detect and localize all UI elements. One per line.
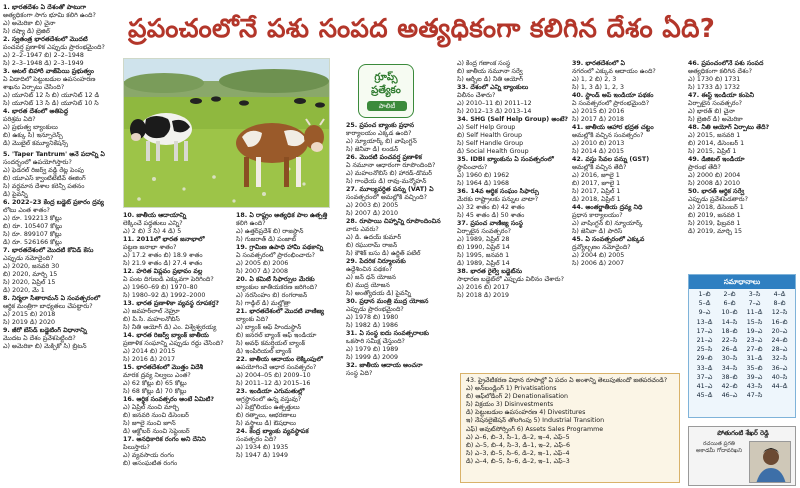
text-line: బి) 2014, డిసెంబర్ 1 xyxy=(688,140,745,147)
text-line: ఎ) జన్ ధన్ యోజన xyxy=(346,274,396,281)
text-line: ఎ) 32 శాతం బి) 42 శాతం xyxy=(457,204,525,211)
match-line: బి) ఆఫ్‌లోడింగ్ 2) Denationalisation xyxy=(466,393,568,401)
text-line: బి) 1990, ఏప్రిల్ 14 xyxy=(457,244,510,251)
answer-cell: 31–డి xyxy=(746,355,763,363)
text-line: సి) అంత్యోదయ డి) పైవన్నీ xyxy=(346,290,412,297)
text-line: 21. భారతదేశంలో మొదటి వాణిజ్య xyxy=(236,308,325,315)
text-line: సి) 1947 డి) 1949 xyxy=(236,452,289,459)
text-line: 35. IDBI బ్యాంకును ఏ సంవత్సరంలో xyxy=(457,156,554,163)
text-line: సంవత్సరంలో అమల్లోకి వచ్చింది? xyxy=(346,194,427,201)
text-line: ఎ) అమెరికా బి) చైనా xyxy=(3,20,56,27)
answer-cell: 28–ఎ xyxy=(771,346,788,354)
text-line: సి) 2019 డి) 2020 xyxy=(3,319,56,326)
text-line: ఎ) మహలనోబిస్ బి) హారడ్-డొమర్ xyxy=(346,170,432,177)
text-line: ఎ) 2015 బి) 2016 xyxy=(572,108,625,115)
text-line: బి) 2020, మార్చి 15 xyxy=(3,271,58,278)
text-line: బి) Self Health Group xyxy=(457,132,523,139)
text-line: డి) Social Health Group xyxy=(457,148,529,155)
text-line: 31. ఏ సంస్థ ఐదు సంవత్సరాలకు xyxy=(346,330,429,337)
text-line: 50. భారత్ ఆర్థిక సర్వే xyxy=(688,188,745,195)
badge-subject: పాలిటీ xyxy=(367,101,407,111)
match-line: ఎఫ్) అవుట్‌సోర్సింగ్ 6) Assets Sales Programme xyxy=(466,425,604,433)
text-line: సి) 2007 డి) 2010 xyxy=(346,210,399,217)
text-line: ఎ) 2003 బి) 2005 xyxy=(346,202,399,209)
text-line: ఎ) 2016, జూలై 1 xyxy=(572,172,620,179)
question-column-7 xyxy=(688,60,796,272)
text-line: 28. రూపాయి చిహ్నాన్ని రూపొందించిన xyxy=(346,218,441,225)
text-line: బి) అసంఘటిత రంగం xyxy=(123,460,178,467)
text-line: సంస్థ ఏది? xyxy=(346,370,373,377)
text-line: బి) 2017, జూలై 1 xyxy=(572,180,621,187)
answer-cell: 4–డి xyxy=(773,291,786,298)
text-line: బి) రఘురామ్ రాజన్ xyxy=(346,242,398,249)
text-line: సి) 2018 డి) 2019 xyxy=(457,292,510,299)
text-line: డి) 2018, ఏప్రిల్ 1 xyxy=(572,196,621,203)
text-line: ఏ ఏడాదిలో పెట్టుబడుల ఉపసంహరణ xyxy=(3,76,96,83)
author-box xyxy=(688,426,796,486)
text-line: ఎ) ఏప్రిల్ నుంచి మార్చి xyxy=(123,404,179,411)
text-line: ఎ) భారత్ బి) చైనా xyxy=(688,108,735,115)
text-line: సి) 21.9 శాతం డి) 27.4 శాతం xyxy=(123,260,203,267)
text-line: 5. 'Taper Tantrum' అనే పదాన్ని ఏ xyxy=(3,151,105,158)
text-line: ఎ) 2018, డిసెంబర్ 1 xyxy=(688,204,744,211)
text-line: 44. అంతర్జాతీయ ద్రవ్య నిధి xyxy=(572,204,643,211)
text-line: ఎ) 2016 బి) 2017 xyxy=(457,284,510,291)
text-line: 30. ప్రధాన మంత్రి ముద్ర యోజన xyxy=(346,298,429,305)
text-line: డి) 2019, మార్చి 15 xyxy=(688,228,743,235)
cattle-photo xyxy=(123,58,330,208)
groups-special-badge xyxy=(358,64,414,118)
text-line: బ్యాంకుల జాతీయకరణ జరిగింది? xyxy=(236,284,318,291)
badge-line-2: ప్రత్యేకం xyxy=(371,85,401,96)
text-line: 11. 2011లో భారత జనాభాలో xyxy=(123,236,205,243)
author-photo xyxy=(749,441,791,483)
text-line: డి) అక్టోబర్ నుంచి సెప్టెంబర్ xyxy=(123,428,190,435)
answer-cell: 30–సి xyxy=(721,355,738,363)
text-line: ఏ సంవత్సరంలో ప్రారంభించారు? xyxy=(236,252,315,259)
text-line: ఎ) 2004 బి) 2005 xyxy=(572,252,625,259)
text-line: సి) 1995, జనవరి 1 xyxy=(457,252,510,259)
text-line: 17. అనధికారిక రంగం అని దేనిని xyxy=(123,436,206,443)
text-line: ఎ) వాషింగ్టన్ బి) న్యూయార్క్ xyxy=(572,220,643,227)
answer-cell: 33–డి xyxy=(696,364,713,372)
text-line: 20. ఏ కమిటీ సిఫార్సుల మేరకు xyxy=(236,276,315,283)
answer-cell: 20–ఎ xyxy=(771,327,788,335)
text-line: ఎ) 2004–05 బి) 2009–10 xyxy=(236,372,311,379)
text-line: ఎ) వ్యవసాయ రంగం xyxy=(123,452,175,459)
text-line: బి) ఉక్కు సి) ఇన్సూరెన్స్ xyxy=(3,132,63,139)
answer-cell: 22–సి xyxy=(721,337,738,345)
match-line: డి) ఎ–4, బి–5, సి–6, డి–2, ఇ–1, ఎఫ్–3 xyxy=(466,457,570,465)
text-line: 19. గ్రామీణ ఉపాధి హామీ పథకాన్ని xyxy=(236,244,324,251)
answer-cell xyxy=(767,392,792,400)
text-line: 3. అటల్ బిహారీ వాజ్‌పేయి ప్రభుత్వం xyxy=(3,68,94,75)
text-line: 6. 2022–23 కేంద్ర బడ్జెట్ ప్రకారం ద్రవ్య xyxy=(3,199,104,206)
text-line: ఎప్పుడు నమోదైంది? xyxy=(3,255,54,262)
text-line: సి) బ్రెజిల్ డి) అమెరికా xyxy=(688,116,743,123)
text-line: సి) 2011–12 డి) 2015–16 xyxy=(236,380,311,387)
answer-key-box xyxy=(688,274,796,418)
answer-cell: 45–డి xyxy=(696,392,713,400)
text-line: ఎ) 2–2–1947 బి) 2–2–1948 xyxy=(3,52,84,59)
text-line: పంచవర్ష ప్రణాళిక ఎప్పుడు ప్రారంభమైంది? xyxy=(3,44,105,51)
text-line: ఎ) 2020, జనవరి 30 xyxy=(3,263,60,270)
author-role: రచయిత ప్రగతి అకాడమీ గోదావరిఖని xyxy=(696,441,742,454)
text-line: కలిగి ఉంది? xyxy=(236,220,266,227)
text-line: సాధారణ బడ్జెట్‌లో ఎప్పుడు విలీనం చేశారు? xyxy=(457,276,564,283)
text-line: డి) 1989, ఏప్రిల్ 14 xyxy=(457,260,510,267)
text-line: సి) Self Handle Group xyxy=(457,140,524,147)
text-line: 14. భారత రిజర్వ్ బ్యాంక్ జాతీయ xyxy=(123,332,209,339)
text-line: 22. జాతీయ ఆదాయం లెక్కింపులో xyxy=(236,356,323,363)
text-line: 12. హరిత విప్లవం ప్రభావం వల్ల xyxy=(123,268,203,275)
text-line: ఎ) 2015, జనవరి 1 xyxy=(688,132,741,139)
text-line: ఎ) న్యూయార్క్ బి) వాషింగ్టన్ xyxy=(346,138,417,145)
text-line: 26. మొదటి పంచవర్ష ప్రణాళిక xyxy=(346,154,422,161)
answer-cell: 5–డి xyxy=(698,300,711,308)
text-line: ద్రవ్యోల్బణం నమోదైంది? xyxy=(572,244,631,251)
answer-key-grid xyxy=(689,289,795,402)
text-line: ఎ) 2000 బి) 2004 xyxy=(688,172,741,179)
text-line: సి) 2006 డి) 2007 xyxy=(572,260,625,267)
text-line: 13. భారత ప్రణాళికా వ్యవస్థ రూపకర్త? xyxy=(123,300,219,307)
text-line: ఎ) 17.2 శాతం బి) 18.9 శాతం xyxy=(123,252,203,259)
text-line: అత్యధికంగా కలిగిన దేశం? xyxy=(688,68,752,75)
text-line: మేరకు రాష్ట్రాలకు పన్నుల వాటా? xyxy=(457,196,539,203)
text-line: ప్రారంభ తేదీ? xyxy=(688,164,721,171)
text-line: 2. స్వతంత్ర భారతదేశంలో మొదటి xyxy=(3,36,88,43)
text-line: బి) జనరల్ బ్యాంక్ ఆఫ్ ఇండియా xyxy=(236,332,317,339)
text-line: అమల్లోకి వచ్చిన తేదీ? xyxy=(572,164,627,171)
answer-cell: 1–బి xyxy=(698,291,711,298)
text-line: ఎ) డి. ఉదయ్ కుమార్ xyxy=(346,234,402,241)
answer-cell: 40–సి xyxy=(771,373,788,381)
text-line: సి) రూ. 899107 కోట్లు xyxy=(3,231,62,238)
question-column-5 xyxy=(457,60,569,370)
text-line: సి) రష్యా డి) బ్రెజిల్ xyxy=(3,28,50,35)
text-line: 46. ప్రపంచంలోనే పశు సంపద xyxy=(688,60,764,67)
match-line: ఎ) ఎ–6, బి–3, సి–1, డి–2, ఇ–4, ఎఫ్–5 xyxy=(466,433,570,441)
text-line: 27. మూల్యవర్ధిత పన్ను (VAT) ఏ xyxy=(346,186,434,193)
answer-cell: 12–సి xyxy=(771,309,788,317)
text-line: 23. ఇండియా ఎగుమతుల్లో xyxy=(236,388,305,395)
text-line: సి) అవధ్ కమర్షియల్ బ్యాంక్ xyxy=(236,340,306,347)
text-line: డి) 2020, మే 1 xyxy=(3,287,45,294)
text-line: సి) 1, 3 డి) 1, 2, 3 xyxy=(572,84,625,91)
text-line: కార్యాలయం ఎక్కడ ఉంది? xyxy=(346,130,412,137)
text-line: 34. SHG (Self Help Group) అంటే? xyxy=(457,116,569,123)
text-line: ఎ) 1730 బి) 1731 xyxy=(688,76,741,83)
question-column-6 xyxy=(572,60,684,370)
text-line: 1. భారతదేశం ఏ దేశంతో పాటుగా xyxy=(3,4,87,11)
text-line: 7. భారతదేశంలో మొదటి కోవిడ్ కేసు xyxy=(3,247,94,254)
text-line: 4. భారత దేశంలో అతిపెద్ద xyxy=(3,108,69,115)
answer-cell: 38–బి xyxy=(721,373,738,381)
text-line: 42. వస్తు సేవల పన్ను (GST) xyxy=(572,156,650,163)
text-line: మారక ద్రవ్య నిల్వలు ఎంత? xyxy=(123,372,191,379)
text-line: 25. ప్రపంచ బ్యాంకు ప్రధాన xyxy=(346,122,415,129)
text-line: సి) 2014 డి) 2015 xyxy=(572,148,625,155)
question-column-3 xyxy=(236,212,344,486)
text-line: ఎ) బ్యాంక్ ఆఫ్ హిందుస్థాన్ xyxy=(236,324,302,331)
text-line: సి) 2019, ఫిబ్రవరి 1 xyxy=(688,220,741,227)
answer-cell: 8–బి xyxy=(773,300,786,308)
text-line: ఎ) 1960 బి) 1962 xyxy=(457,172,510,179)
answer-cell: 21–ఎ xyxy=(696,337,713,345)
text-line: డి) రూ. 526166 కోట్లు xyxy=(3,239,62,246)
text-line: ఉద్దేశించిన పథకం? xyxy=(346,266,393,273)
text-line: పరిశ్రమ ఏది? xyxy=(3,116,36,123)
text-line: సి) గాంధేయ డి) రావు-మన్మోహన్ xyxy=(346,178,427,185)
text-line: బి) 2019, జనవరి 1 xyxy=(688,212,741,219)
text-line: సి) ఆర్బీఐ డి) నీతి ఆయోగ్ xyxy=(457,76,523,83)
text-line: 48. నీతి ఆయోగ్ ఏర్పాటు తేదీ? xyxy=(688,124,770,131)
answer-cell: 42–బి xyxy=(721,383,738,391)
text-line: ఎ) 2010 బి) 2013 xyxy=(572,140,625,147)
text-line: సి) వర్ధమాన దేశాల కరెన్సీ పతనం xyxy=(3,183,85,190)
text-line: సి) గాడ్గిల్ డి) మల్హోత్రా xyxy=(236,300,291,307)
text-line: సి) కౌశిక్ బసు డి) ఉర్జిత్ పటేల్ xyxy=(346,250,421,257)
answer-cell: 35–బి xyxy=(746,364,763,372)
text-line: అత్యధికంగా సాగు భూమి కలిగి ఉంది? xyxy=(3,12,96,19)
question-column-1 xyxy=(3,4,121,486)
text-line: డి) ఇంపీరియల్ బ్యాంక్ xyxy=(236,348,292,355)
answer-cell: 24–బి xyxy=(771,337,788,345)
text-line: ఎ) 1960–69 బి) 1970–80 xyxy=(123,284,198,291)
text-line: సి) జెనీవా డి) పారిస్ xyxy=(572,228,623,235)
answer-cell: 15–సి xyxy=(746,318,763,326)
text-line: బి) రూ. 105407 కోట్లు xyxy=(3,223,63,230)
text-line: ఎ) కేంద్ర గణాంక సంస్థ xyxy=(457,60,511,67)
answer-cell: 41–ఎ xyxy=(696,383,713,391)
text-line: సి) వస్త్రాలు డి) ఔషధాలు xyxy=(236,420,296,427)
text-line: సి) నీతి ఆయోగ్ డి) ఎం. విశ్వేశ్వరయ్య xyxy=(123,324,217,331)
text-line: సి) 2–3–1948 డి) 2–3–1949 xyxy=(3,60,84,67)
match-line: సి) విక్రయం 3) Disinvestments xyxy=(466,401,554,409)
text-line: సి) 1733 డి) 1732 xyxy=(688,84,741,91)
text-line: సి) 45 శాతం డి) 50 శాతం xyxy=(457,212,525,219)
text-line: సందర్భంలో ఉపయోగిస్తారు? xyxy=(3,159,72,166)
text-line: 16. ఆర్థిక సంవత్సరం అంటే ఏమిటి? xyxy=(123,396,215,403)
text-line: డి) మొబైల్ కమ్యూనికేషన్స్ xyxy=(3,140,69,147)
text-line: 45. ఏ సంవత్సరంలో ఎక్కువ xyxy=(572,236,645,243)
text-line: సి) 1982 డి) 1986 xyxy=(346,322,399,329)
text-line: సి) జూలై నుంచి జూన్ xyxy=(123,420,176,427)
text-line: అగ్రస్థానంలో ఉన్న వస్తువు? xyxy=(236,396,302,403)
text-line: ప్రధాన కార్యాలయం? xyxy=(572,212,623,219)
text-line: వారు ఎవరు? xyxy=(346,226,379,233)
text-line: సంవత్సరం ఏది? xyxy=(236,436,277,443)
text-line: బ్యాంకు ఏది? xyxy=(236,316,269,323)
text-line: బి) జనవరి నుంచి డిసెంబర్ xyxy=(123,412,189,419)
text-line: నగరంలో ఎక్కువ ఆదాయం ఉంది? xyxy=(572,68,656,75)
text-line: ఎ) 1934 బి) 1935 xyxy=(236,444,289,451)
text-line: సి) 2008 డి) 2010 xyxy=(688,180,741,187)
match-line: 43. ప్రైవేటీకరణ విధాన రూపాల్లో ఏ పదం ఏ అంశాన్ని తెలుపుతుందో జతపరచండి? xyxy=(466,377,668,384)
text-line: ఎ) 2015 బి) 2018 xyxy=(3,311,56,318)
text-line: ఎ) 1989, ఏప్రిల్ 28 xyxy=(457,236,510,243)
answer-cell: 29–బి xyxy=(696,355,713,363)
answer-cell: 39–ఎ xyxy=(746,373,763,381)
text-line: సి) 1964 డి) 1968 xyxy=(457,180,510,187)
text-line: 8. నిర్మలా సీతారామన్ ఏ సంవత్సరంలో xyxy=(3,295,101,302)
text-line: ప్రణాళిక సంఘాన్ని ఎప్పుడు రద్దు చేసింది? xyxy=(123,340,224,347)
text-line: ఎ) 2005 బి) 2006 xyxy=(236,260,289,267)
match-line: ఎ) అన్‌బండ్లింగ్ 1) Privatisations xyxy=(466,385,557,393)
text-line: ఏర్పాటైన సంవత్సరం? xyxy=(457,228,512,235)
text-line: సి) 2017 డి) 2018 xyxy=(572,116,625,123)
text-line: మొదట ఏ దేశం ప్రవేశపెట్టింది? xyxy=(3,335,76,342)
answer-cell: 11–డి xyxy=(746,309,763,317)
text-line: 47. ఈస్ట్ ఇండియా కంపెనీ xyxy=(688,92,755,99)
text-line: సి) 2020, ఏప్రిల్ 15 xyxy=(3,279,56,286)
text-line: ఎ) 2010–11 బి) 2011–12 xyxy=(457,100,532,107)
text-line: ఎ) ఉత్తర్‌ప్రదేశ్ బి) రాజస్థాన్ xyxy=(236,228,304,235)
answer-cell: 17–ఎ xyxy=(696,327,713,335)
text-line: 15. భారతదేశంలో మొత్తం విదేశీ xyxy=(123,364,204,371)
text-line: సి) 2017, ఏప్రిల్ 1 xyxy=(572,188,621,195)
text-line: డి) పైవన్నీ xyxy=(3,191,28,198)
text-line: సి) యూనిట్ 13 సి డి) యూనిట్ 10 సి xyxy=(3,100,99,107)
answer-cell: 46–ఎ xyxy=(721,392,738,400)
answer-cell: 6–బి xyxy=(723,300,736,308)
text-line: ఎ) అమెరికా బి) మెక్సికో సి) బ్రిటన్ xyxy=(3,343,87,350)
answer-cell: 32–సి xyxy=(771,355,788,363)
text-line: స్థాపించారు? xyxy=(457,164,488,171)
answer-cell: 3–సి xyxy=(748,291,761,298)
text-line: 9. జీరో బేస్‌డ్ బడ్జెటింగ్ విధానాన్ని xyxy=(3,327,87,334)
answer-cell: 44–డి xyxy=(771,383,788,391)
answer-cell: 26–డి xyxy=(721,346,738,354)
match-line: సి) ఎ–3, బి–5, సి–6, డి–2, ఇ–1, ఎఫ్–4 xyxy=(466,449,570,457)
text-line: 36. 14వ ఆర్థిక సంఘం సిఫార్సు xyxy=(457,188,539,195)
text-line: 18. ఏ రాష్ట్రం అత్యధిక పాల ఉత్పత్తి xyxy=(236,212,328,219)
answer-cell: 34–సి xyxy=(721,364,738,372)
text-line: 39. భారతదేశంలో ఏ xyxy=(572,60,625,67)
text-line: ఎ) ప్రభుత్వ బ్యాంకులు xyxy=(3,124,58,131)
text-line: సి) 1999 డి) 2009 xyxy=(346,354,399,361)
question-column-2 xyxy=(123,212,233,486)
text-line: ఏ సంవత్సరంలో ప్రారంభమైంది? xyxy=(572,100,650,107)
text-line: బి) రత్నాలు, ఆభరణాలు xyxy=(236,412,297,419)
text-line: ఎ) ఫెడరల్ రిజర్వ్ వడ్డీ రేట్ల పెంపు xyxy=(3,167,84,174)
text-line: ఎ) 2014 బి) 2015 xyxy=(123,348,176,355)
text-line: 41. జాతీయ ఆహార భద్రత చట్టం xyxy=(572,124,654,131)
answer-cell: 10–బి xyxy=(721,309,738,317)
answer-cell: 16–బి xyxy=(771,318,788,326)
badge-line-1: గ్రూప్స్ xyxy=(374,72,398,83)
text-line: ఏ పంట దిగుబడి ఎక్కువగా పెరిగింది? xyxy=(123,276,214,283)
text-line: సి) 2016 డి) 2017 xyxy=(123,356,176,363)
text-line: సి) 68 కోట్లు డి) 70 కోట్లు xyxy=(123,388,187,395)
text-line: ఆర్థిక మంత్రిగా బాధ్యతలు చేపట్టారు? xyxy=(3,303,93,310)
answer-cell: 9–ఎ xyxy=(698,309,711,317)
text-line: బి) జాతీయ నమూనా సర్వే xyxy=(457,68,523,75)
question-column-4 xyxy=(346,122,454,486)
text-line: ఎ) పెట్రోలియం ఉత్పత్తులు xyxy=(236,404,300,411)
text-line: సి) జెనీవా డి) లండన్ xyxy=(346,146,399,153)
text-line: ఏర్పాటైన సంవత్సరం? xyxy=(688,100,743,107)
text-line: 38. భారత రైల్వే బడ్జెట్‌ను xyxy=(457,268,523,275)
text-line: ఎ) 2 బి) 3 సి) 4 డి) 5 xyxy=(123,228,182,235)
answer-cell: 23–ఎ xyxy=(746,337,763,345)
match-line: బి) ఎ–5, బి–4, సి–3, డి–1, ఇ–2, ఎఫ్–6 xyxy=(466,441,570,449)
answer-cell: 14–సి xyxy=(721,318,738,326)
answer-key-title: సమాధానాలు xyxy=(689,275,795,289)
text-line: లోటు ఎంత శాతం? xyxy=(3,207,50,214)
text-line: 40. స్టాండ్ అప్ ఇండియా పథకం xyxy=(572,92,654,99)
text-line: బి) యూఎస్ క్వాంటిటేటివ్ ఈజింగ్ xyxy=(3,175,86,182)
answer-cell: 36–ఎ xyxy=(771,364,788,372)
match-line: ఇ) నేషనలైజేషన్ తొలగింపు 5) Industrial Transition xyxy=(466,417,605,425)
text-line: ఎప్పుడు ప్రవేశపెడతారు? xyxy=(688,196,748,203)
text-line: ఎ) నరసింహం బి) రంగరాజన్ xyxy=(236,292,308,299)
text-line: లెక్కించే పద్ధతులు ఎన్ని? xyxy=(123,220,183,227)
text-line: ఉపయోగించే ఆధార సంవత్సరం? xyxy=(236,364,317,371)
answer-cell: 37–ఎ xyxy=(696,373,713,381)
text-line: సి) 2015, ఏప్రిల్ 1 xyxy=(688,148,737,155)
text-line: 37. ప్రపంచ వాణిజ్య సంస్థ xyxy=(457,220,523,227)
author-name: పోతుగంటి శేఖర్ రెడ్డి xyxy=(717,429,769,437)
text-line: ఎ) 1, 2 బి) 2, 3 xyxy=(572,76,617,83)
answer-cell: 47–సి xyxy=(746,392,763,400)
text-line: పట్టణ జనాభా శాతం? xyxy=(123,244,177,251)
match-question-box xyxy=(460,373,680,483)
answer-cell: 19–ఎ xyxy=(746,327,763,335)
text-line: సి) గుజరాత్ డి) పంజాబ్ xyxy=(236,236,297,243)
text-line: సి) 2007 డి) 2008 xyxy=(236,268,289,275)
text-line: ఏ నమూనా ఆధారంగా రూపొందింది? xyxy=(346,162,436,169)
text-line: ఎ) 62 కోట్లు బి) 65 కోట్లు xyxy=(123,380,187,387)
match-line: డి) పెట్టుబడుల ఉపసంహరణ 4) Divestitures xyxy=(466,409,586,417)
text-line: బి) పి.సి. మహలనోబిస్ xyxy=(123,316,180,323)
answer-cell: 7–ఎ xyxy=(748,300,761,308)
text-line: ఎ) 1979 బి) 1989 xyxy=(346,346,399,353)
text-line: 10. జాతీయ ఆదాయాన్ని xyxy=(123,212,187,219)
text-line: ఎ) 1978 బి) 1980 xyxy=(346,314,399,321)
text-line: శాఖను ఏర్పాటు చేసింది? xyxy=(3,84,65,91)
text-line: ఒకసారి సమీక్ష చేస్తుంది? xyxy=(346,338,405,345)
text-line: పిలుస్తారు? xyxy=(123,444,150,451)
text-line: బి) ముద్ర యోజన xyxy=(346,282,390,289)
text-line: అమల్లోకి వచ్చిన సంవత్సరం? xyxy=(572,132,644,139)
text-line: 29. పేదరిక నిర్మూలనకు xyxy=(346,258,406,265)
answer-cell: 13–డి xyxy=(696,318,713,326)
text-line: 24. కేంద్ర బ్యాంకు వ్యవస్థాపక xyxy=(236,428,309,435)
text-line: సి) 2012–13 డి) 2013–14 xyxy=(457,108,532,115)
text-line: ఎ) యూనిట్ 12 సి బి) యూనిట్ 12 డి xyxy=(3,92,100,99)
text-line: సి) 1980–92 డి) 1992–2000 xyxy=(123,292,206,299)
text-line: ఎ) రూ. 192213 కోట్లు xyxy=(3,215,62,222)
text-line: ఎ) జవహర్‌లాల్ నెహ్రూ xyxy=(123,308,180,315)
text-line: ఎ) Self Help Group xyxy=(457,124,516,131)
text-line: విలీనం చేశారు? xyxy=(457,92,496,99)
answer-cell: 27–బి xyxy=(746,346,763,354)
answer-cell: 25–సి xyxy=(696,346,713,354)
answer-cell: 43–సి xyxy=(746,383,763,391)
answer-cell: 2–బి xyxy=(723,291,736,298)
text-line: 49. డిజిటల్ ఇండియా xyxy=(688,156,745,163)
text-line: 32. జాతీయ ఆదాయ అంచనా xyxy=(346,362,423,369)
page-title: ప్రపంచంలోనే పశు సంపద అత్యధికంగా కలిగిన దేశం ఏది? xyxy=(128,14,716,44)
answer-cell: 18–బి xyxy=(721,327,738,335)
text-line: ఎప్పుడు ప్రారంభమైంది? xyxy=(346,306,404,313)
text-line: 33. దేశంలో ఎన్ని బ్యాంకులు xyxy=(457,84,529,91)
